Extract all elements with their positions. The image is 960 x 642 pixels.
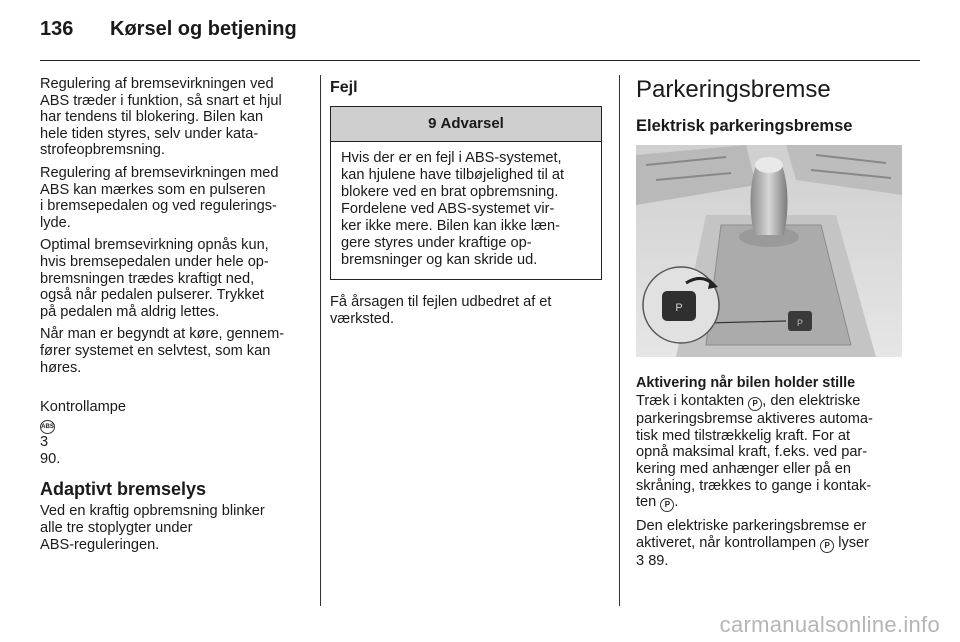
watermark-text: carmanualsonline.info [719, 612, 940, 637]
column-middle [330, 76, 602, 327]
parking-brake-photo [636, 145, 902, 357]
activation-heading: Aktivering når bilen holder stille [636, 374, 856, 391]
fault-heading: Fejl [330, 79, 358, 96]
svg-text:P: P [675, 301, 683, 314]
reference-arrow-icon-2: 3 [636, 552, 645, 569]
adaptive-brakelight-heading: Adaptivt bremselys [40, 479, 207, 500]
parking-brake-icon-2: P [660, 498, 674, 512]
column-right [636, 76, 902, 575]
svg-text:P: P [796, 317, 804, 328]
page-ref-89 [636, 553, 668, 569]
warning-box [330, 106, 602, 280]
fault-repair-text: Få årsagen til fejlen udbedret af et værksted. [330, 294, 552, 327]
warning-header [331, 107, 601, 142]
page-number: 136 [40, 18, 74, 40]
abs-paragraph-3: Optimal bremsevirkning opnås kun, hvis bremsepedalen under hele op- bremsningen trædes kraftigt ned, også når pedalen pulserer. Trykket på pedalen må aldrig lettes. [40, 237, 269, 320]
reference-arrow-icon: 3 [40, 434, 49, 451]
adaptive-brakelight-text: Ved en kraftig opbremsning blinker alle tre stoplygter under ABS-reguleringen. [40, 503, 265, 553]
activation-text-d: Den elektriske parkeringsbremse er aktiveret, når kontrollampen [636, 518, 867, 551]
warning-triangle-icon: 9 [428, 114, 437, 132]
header-rule [40, 60, 920, 61]
activation-text-e: lyser [834, 534, 870, 551]
column-left [40, 76, 310, 559]
activation-paragraph-1 [636, 393, 902, 512]
page-reference: 90. [40, 450, 61, 467]
activation-text-c: . [674, 494, 679, 511]
parking-brake-icon: P [748, 397, 762, 411]
activation-text-a: Træk i kontakten [636, 393, 745, 410]
section-title: Parkeringsbremse [636, 76, 831, 103]
page-reference-89: 89. [648, 552, 669, 569]
column-divider-2 [619, 75, 620, 606]
abs-paragraph-1: Regulering af bremsevirkningen ved ABS træder i funktion, så snart et hjul har tendens til blokering. Bilen kan hele tiden styres, selv under kata- strofeopbremsning. [40, 76, 282, 159]
activation-text-b: , den elektriske parkeringsbremse aktiveres automa- tisk med tilstrækkelig kraft. For at opnå maksimal kraft, f.eks. ved par- kering med anhænger eller på en skråning, trækkes to gange i kontak- ten [636, 393, 873, 511]
column-divider-1 [320, 75, 321, 606]
control-lamp-reference [40, 382, 310, 467]
activation-paragraph-2 [636, 518, 902, 569]
warning-text: Hvis der er en fejl i ABS-systemet, kan hjulene have tilbøjelighed til at blokere ved en brat opbremsning. Fordelene ved ABS-systemet vir- ker ikke mere. Bilen kan ikke læn- gere styres under kraftige op- bremsninger og kan skride ud. [341, 150, 565, 268]
page-header [40, 18, 297, 48]
warning-title: Advarsel [440, 114, 504, 132]
section-subtitle: Elektrisk parkeringsbremse [636, 117, 853, 135]
parking-brake-lamp-icon: P [820, 539, 834, 553]
abs-paragraph-2: Regulering af bremsevirkningen med ABS kan mærkes som en pulseren i bremsepedalen og ved regulerings- lyde. [40, 164, 279, 231]
abs-paragraph-4: Når man er begyndt at køre, gennem- fører systemet en selvtest, som kan høres. [40, 326, 285, 376]
parking-brake-illustration [636, 145, 902, 357]
control-lamp-label: Kontrollampe [40, 398, 126, 415]
abs-warning-icon: ABS [40, 420, 55, 434]
chapter-title: Kørsel og betjening [110, 18, 297, 40]
